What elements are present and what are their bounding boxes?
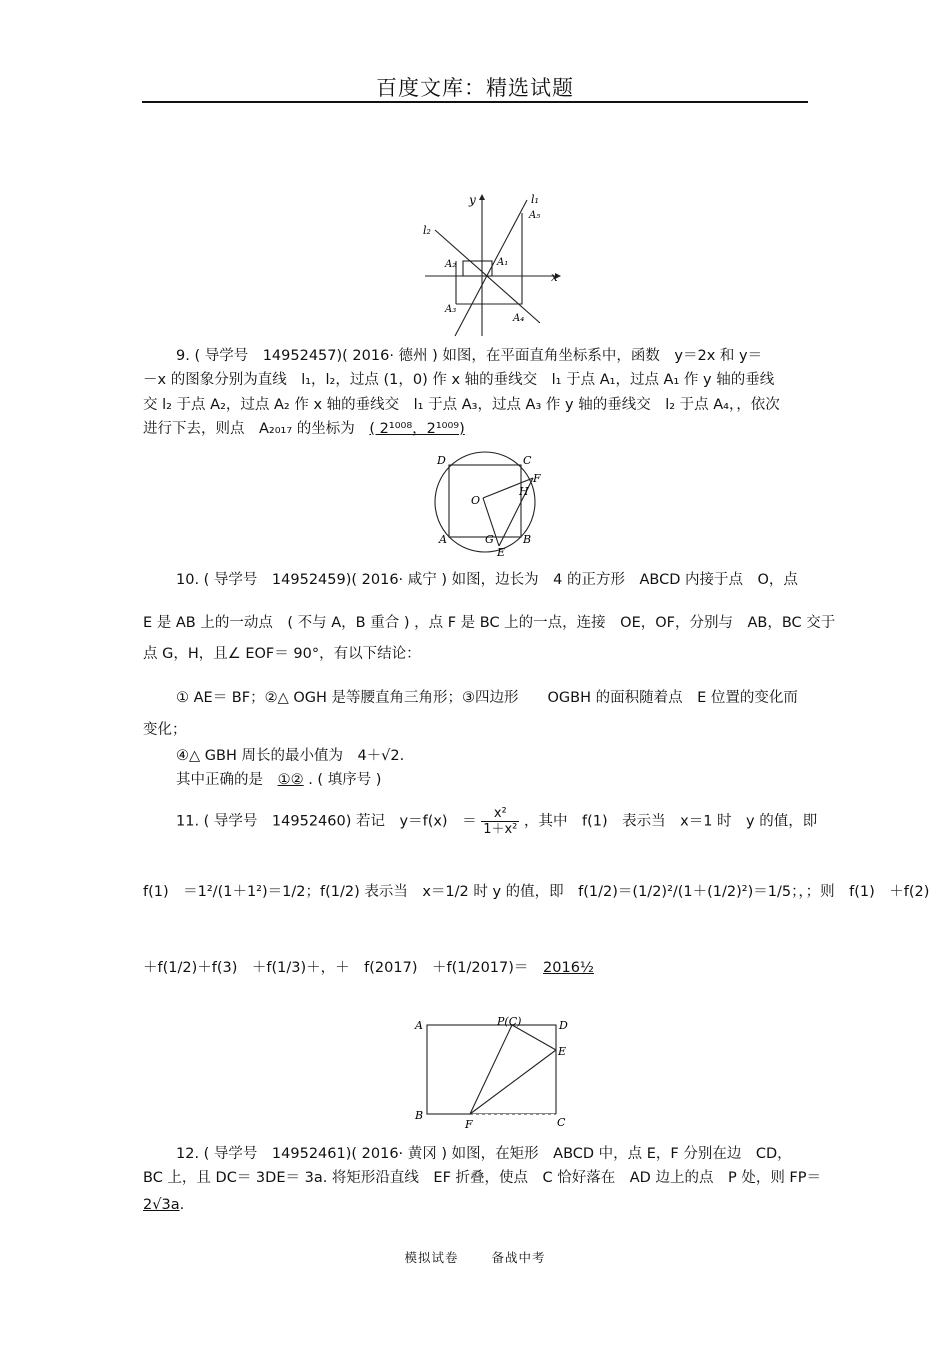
label-D: D <box>437 454 446 467</box>
q12-line1: 12. ( 导学号 14952461)( 2016· 黄冈 ) 如图，在矩形 ABCD 中，点 E，F 分别在边 CD， <box>176 1146 792 1162</box>
figure-coordinate-lines <box>415 188 575 338</box>
figure-square-circle <box>425 450 555 560</box>
q11-line3: ＋f(1/2)＋f(3) ＋f(1/3)＋，＋ f(2017) ＋f(1/2017)＝ <box>143 960 529 976</box>
page-title: 百度文库：精选试题 <box>376 76 574 100</box>
label-x: x <box>551 270 558 284</box>
label-PC: P(C) <box>497 1015 522 1028</box>
q10-line7: 其中正确的是 <box>176 772 263 788</box>
q10-answer: ①② <box>277 772 304 788</box>
label-B: B <box>523 533 532 546</box>
q10-line2: E 是 AB 上的一动点 ( 不与 A，B 重合 ) ，点 F 是 BC 上的一点，连接 OE，OF，分别与 AB，BC 交于 <box>143 615 836 631</box>
label-A: A <box>439 533 447 546</box>
q12-answer: 2√3a <box>143 1197 180 1213</box>
label-A4: A₄ <box>513 313 525 324</box>
page-footer <box>0 1248 950 1266</box>
q9-line3: 交 l₂ 于点 A₂，过点 A₂ 作 x 轴的垂线交 l₁ 于点 A₃，过点 A₃ 作 y 轴的垂线交 l₂ 于点 A₄，，依次 <box>143 397 780 413</box>
q9-line2: －x 的图象分别为直线 l₁，l₂，过点 (1，0) 作 x 轴的垂线交 l₁ 于点 A₁，过点 A₁ 作 y 轴的垂线 <box>143 372 775 388</box>
figure-rectangle-fold <box>405 1015 585 1130</box>
label-A3: A₃ <box>445 304 457 315</box>
q10-line4: ① AE＝ BF；②△ OGH 是等腰直角三角形；③四边形 OGBH 的面积随着点 E 位置的变化而 <box>176 690 798 706</box>
q10-line1: 10. ( 导学号 14952459)( 2016· 咸宁 ) 如图，边长为 4 的正方形 ABCD 内接于点 O，点 <box>176 572 798 588</box>
q11-line1a: 11. ( 导学号 14952460) 若记 y＝f(x) ＝ <box>176 813 477 830</box>
q11-line2: f(1) ＝1²/(1＋1²)＝1/2；f(1/2) 表示当 x＝1/2 时 y 的值，即 f(1/2)＝(1/2)²/(1＋(1/2)²)＝1/5；，；则 f(1) ＋f(2) <box>143 884 930 900</box>
footer-right: 备战中考 <box>491 1250 546 1265</box>
q10-line3: 点 G，H，且∠ EOF＝ 90°，有以下结论： <box>143 646 421 662</box>
q9-answer: ( 2¹⁰⁰⁸，2¹⁰⁰⁹) <box>369 421 465 437</box>
label-A: A <box>415 1019 423 1032</box>
q11-line1b: ，其中 f(1) 表示当 x＝1 时 y 的值，即 <box>524 813 818 830</box>
label-l1: l₁ <box>531 193 539 206</box>
label-G: G <box>485 533 494 546</box>
label-E: E <box>558 1045 567 1058</box>
label-H: H <box>519 485 529 498</box>
label-D: D <box>559 1019 568 1032</box>
label-E: E <box>497 546 506 559</box>
label-F: F <box>465 1118 473 1130</box>
label-F: F <box>533 472 541 485</box>
label-C: C <box>557 1116 566 1129</box>
q11-numerator: x² <box>481 806 519 822</box>
label-A1: A₁ <box>497 257 509 268</box>
q9-line4: 进行下去，则点 A₂₀₁₇ 的坐标为 <box>143 421 355 437</box>
label-C: C <box>523 454 532 467</box>
q10-line6: ④△ GBH 周长的最小值为 4＋√2. <box>176 748 405 764</box>
label-A2: A₂ <box>445 259 457 270</box>
q9-line1: 9. ( 导学号 14952457)( 2016· 德州 ) 如图，在平面直角坐标系中，函数 y＝2x 和 y＝ <box>176 348 763 364</box>
q11-answer: 2016½ <box>543 960 594 976</box>
footer-left: 模拟试卷 <box>404 1250 459 1265</box>
q11-denominator: 1＋x² <box>483 822 518 837</box>
label-y: y <box>469 193 476 207</box>
label-B: B <box>415 1109 424 1122</box>
q12-line2: BC 上，且 DC＝ 3DE＝ 3a. 将矩形沿直线 EF 折叠，使点 C 恰好落在 AD 边上的点 P 处，则 FP＝ <box>143 1170 822 1186</box>
q11-function-fraction <box>481 806 519 837</box>
header-rule <box>142 101 808 103</box>
label-O: O <box>471 494 481 507</box>
q10-line5: 变化； <box>143 722 187 738</box>
q10-line7-tail: . ( 填序号 ) <box>308 772 382 788</box>
label-l2: l₂ <box>423 224 431 237</box>
label-A5: A₅ <box>529 210 541 221</box>
